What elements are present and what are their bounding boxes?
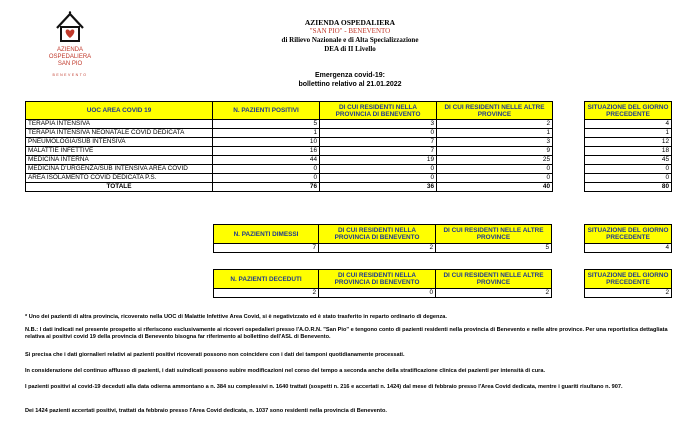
dimessi-prev-table [584,224,672,253]
dimessi-header-altre: DI CUI RESIDENTI NELLE ALTRE PROVINCE [436,225,552,244]
prev-day-header: SITUAZIONE DEL GIORNO PRECEDENTE [585,102,672,120]
total-altre: 40 [437,183,553,192]
table-row [26,165,553,174]
row-label: TERAPIA INTENSIVA [26,120,213,129]
total-label: TOTALE [26,183,213,192]
deceduti-table [213,269,552,298]
table-row [26,129,553,138]
deceduti-altre: 2 [436,289,552,298]
table-row [26,138,553,147]
deceduti-header: N. PAZIENTI DECEDUTI [214,270,319,289]
prev-day-table [584,101,672,192]
row-altre: 2 [437,120,553,129]
dimessi-header-benevento: DI CUI RESIDENTI NELLA PROVINCIA DI BENEVENTO [319,225,436,244]
row-positivi: 0 [213,174,320,183]
note-deceduti-totali: I pazienti positivi al covid-19 deceduti alla data odierna ammontano a n. 384 su complessivi n. 1640 trattati (sospetti n. 216 e accertati n. 1424) dal mese di febbraio presso l'Area Covid dedicata, mentre i guariti risultano n. 907. [25,384,623,390]
deceduti-prev-value: 2 [585,289,672,298]
row-benevento: 0 [320,129,437,138]
col-header-uoc: UOC AREA COVID 19 [26,102,213,120]
dimessi-table [213,224,552,253]
table-row [26,147,553,156]
row-label: MEDICINA D'URGENZA/SUB INTENSIVA AREA COVID [26,165,213,174]
main-table [25,101,553,192]
table-row [26,174,553,183]
row-benevento: 7 [320,138,437,147]
row-positivi: 44 [213,156,320,165]
row-positivi: 10 [213,138,320,147]
deceduti-value: 2 [214,289,319,298]
prev-day-total: 80 [585,183,672,192]
note-tamponi: Si precisa che i dati giornalieri relativi ai pazienti positivi ricoverati possono non coincidere con i dati dei tamponi quotidianamente processati. [25,352,405,358]
col-header-altre: DI CUI RESIDENTI NELLE ALTRE PROVINCE [437,102,553,120]
org-name: AZIENDA OSPEDALIERA [304,18,396,27]
dimessi-altre: 5 [436,244,552,253]
org-qualification: di Rilievo Nazionale e di Alta Specializzazione [281,36,419,44]
table-row [26,120,553,129]
table-row [26,156,553,165]
row-positivi: 16 [213,147,320,156]
deceduti-header-benevento: DI CUI RESIDENTI NELLA PROVINCIA DI BENEVENTO [319,270,436,289]
prev-day-value: 18 [585,147,672,156]
logo-line-2: OSPEDALIERA [48,54,92,60]
row-altre: 0 [437,174,553,183]
row-altre: 25 [437,156,553,165]
prev-day-value: 12 [585,138,672,147]
col-header-benevento: DI CUI RESIDENTI NELLA PROVINCIA DI BENEVENTO [320,102,437,120]
note-afflusso: In considerazione del continuo afflusso di pazienti, i dati suindicati possono subire modificazioni nel corso del tempo a seconda anche della stratificazione clinica dei pazienti per intensità di cura. [25,368,546,374]
dimessi-header: N. PAZIENTI DIMESSI [214,225,319,244]
prev-day-value: 0 [585,174,672,183]
dea-level: DEA di II Livello [324,45,376,53]
row-altre: 9 [437,147,553,156]
row-label: MEDICINA INTERNA [26,156,213,165]
row-benevento: 7 [320,147,437,156]
note-nb: N.B.: I dati indicati nel presente prospetto si riferiscono esclusivamente ai ricoveri ospedalieri presso l'A.O.R.N. "San Pio" e tengono conto di pazienti residenti nella provincia di Benevento e nelle altre province. Per una reportistica dettagliata relativa ai positivi covid 19 della provincia di Benevento bisogna far riferimento al bollettino dell'ASL di Benevento. [25,327,668,340]
deceduti-header-altre: DI CUI RESIDENTI NELLE ALTRE PROVINCE [436,270,552,289]
row-label: AREA ISOLAMENTO COVID DEDICATA P.S. [26,174,213,183]
house-heart-icon [54,10,86,46]
prev-day-value: 4 [585,120,672,129]
prev-day-value: 1 [585,129,672,138]
logo-line-4: BENEVENTO [52,73,88,77]
note-accertati: Dei 1424 pazienti accertati positivi, trattati da febbraio presso l'Area Covid dedicata, n. 1037 sono residenti nella provincia di Benevento. [25,408,387,414]
main-table-header [26,102,553,120]
col-header-positivi: N. PAZIENTI POSITIVI [213,102,320,120]
dimessi-prev-header: SITUAZIONE DEL GIORNO PRECEDENTE [585,225,672,244]
deceduti-benevento: 0 [319,289,436,298]
deceduti-prev-table [584,269,672,298]
row-altre: 3 [437,138,553,147]
row-positivi: 5 [213,120,320,129]
total-row [26,183,553,192]
deceduti-prev-header: SITUAZIONE DEL GIORNO PRECEDENTE [585,270,672,289]
row-label: TERAPIA INTENSIVA NEONATALE COVID DEDICATA [26,129,213,138]
total-benevento: 36 [320,183,437,192]
logo-line-1: AZIENDA [56,47,83,53]
prev-day-value: 0 [585,165,672,174]
row-altre: 1 [437,129,553,138]
row-benevento: 0 [320,174,437,183]
row-positivi: 0 [213,165,320,174]
hospital-logo [40,10,100,76]
bulletin-title: Emergenza covid-19: [314,72,386,79]
dimessi-prev-value: 4 [585,244,672,253]
row-altre: 0 [437,165,553,174]
hospital-name: "SAN PIO" - BENEVENTO [309,27,391,35]
total-positivi: 76 [213,183,320,192]
row-label: PNEUMOLOGIA/SUB INTENSIVA [26,138,213,147]
bulletin-date: bollettino relativo al 21.01.2022 [298,81,402,88]
row-benevento: 3 [320,120,437,129]
dimessi-value: 7 [214,244,319,253]
row-benevento: 19 [320,156,437,165]
row-label: MALATTIE INFETTIVE [26,147,213,156]
prev-day-value: 45 [585,156,672,165]
logo-line-3: SAN PIO [57,61,83,67]
row-benevento: 0 [320,165,437,174]
note-transfer: * Uno dei pazienti di altra provincia, ricoverato nella UOC di Malattie Infettive Area Covid, si è negativizzato ed è stato trasferito in reparto ordinario di degenza. [25,314,447,320]
dimessi-benevento: 2 [319,244,436,253]
row-positivi: 1 [213,129,320,138]
